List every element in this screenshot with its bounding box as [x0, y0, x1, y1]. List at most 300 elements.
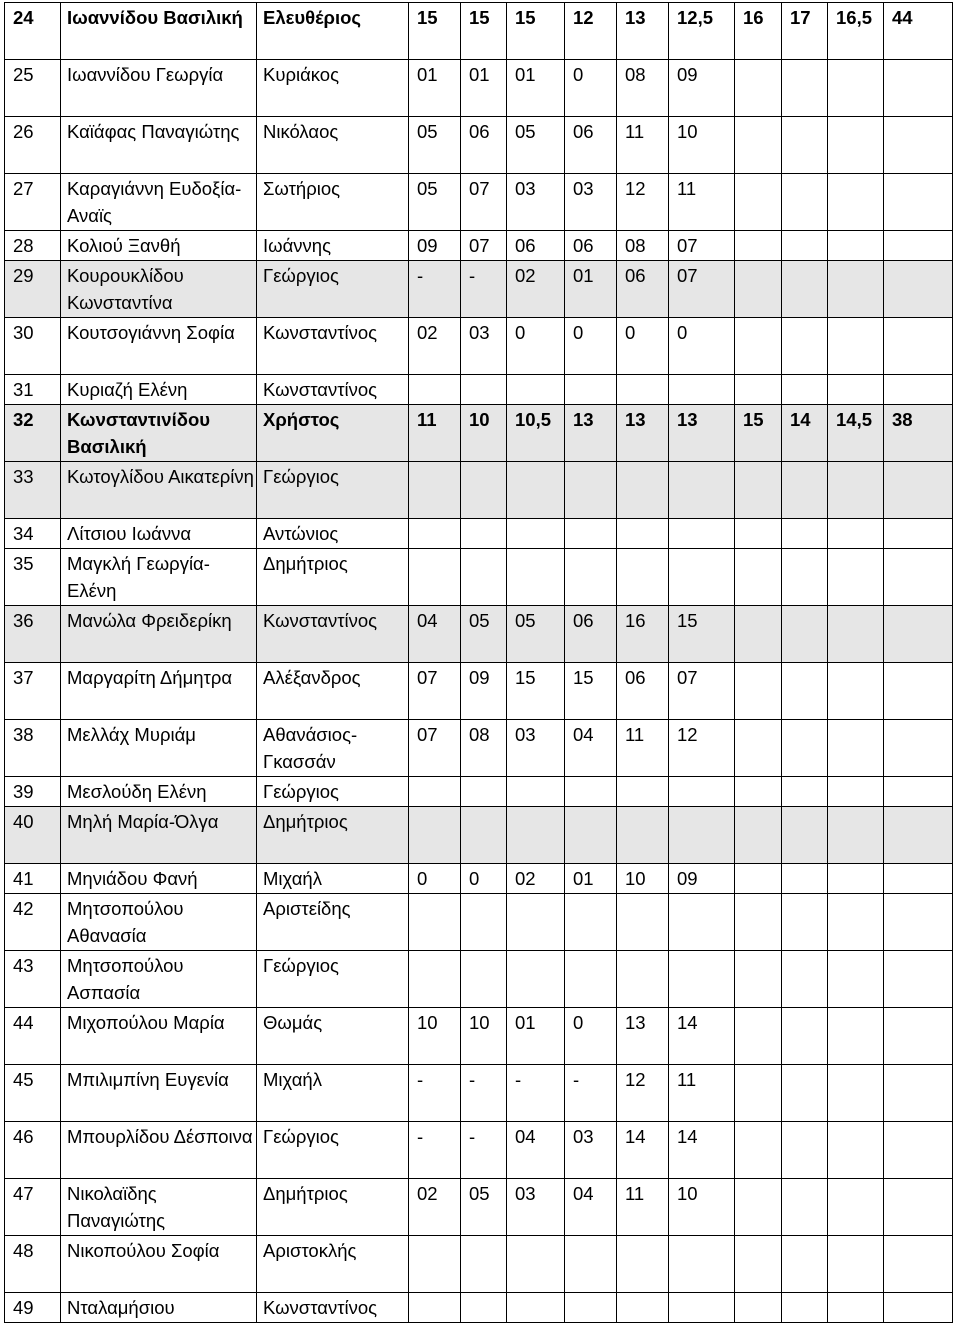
grade-cell: 08	[617, 60, 669, 117]
student-name-cell: Μαργαρίτη Δήμητρα	[61, 663, 257, 720]
grade-cell	[884, 951, 953, 1008]
grade-cell: 11	[669, 174, 735, 231]
row-number-cell: 27	[5, 174, 61, 231]
grade-cell	[782, 1122, 828, 1179]
grade-cell: 08	[461, 720, 507, 777]
grade-cell: 01	[565, 864, 617, 894]
grade-cell	[565, 894, 617, 951]
grade-cell: 06	[565, 117, 617, 174]
grade-cell: 07	[461, 231, 507, 261]
grade-cell	[828, 519, 884, 549]
grade-cell: 03	[507, 1179, 565, 1236]
father-name-cell: Χρήστος	[257, 405, 409, 462]
grade-cell	[782, 807, 828, 864]
father-name-cell: Δημήτριος	[257, 807, 409, 864]
table-row	[5, 174, 953, 231]
table-row	[5, 117, 953, 174]
grade-cell: 10	[617, 864, 669, 894]
grade-cell: 12	[565, 3, 617, 60]
table-row	[5, 231, 953, 261]
grade-cell: 0	[669, 318, 735, 375]
grade-cell	[409, 894, 461, 951]
father-name-cell: Μιχαήλ	[257, 864, 409, 894]
student-name-cell: Νταλαμήσιου	[61, 1293, 257, 1323]
grade-cell: 0	[617, 318, 669, 375]
grade-cell	[461, 1293, 507, 1323]
grade-cell	[884, 117, 953, 174]
grade-cell: 07	[669, 231, 735, 261]
grade-cell: 15	[565, 663, 617, 720]
grade-cell	[507, 807, 565, 864]
grade-cell	[409, 1236, 461, 1293]
grade-cell	[735, 1008, 782, 1065]
student-name-cell: Καϊάφας Παναγιώτης	[61, 117, 257, 174]
table-row	[5, 894, 953, 951]
grade-cell	[735, 231, 782, 261]
grade-cell	[782, 261, 828, 318]
grade-cell	[669, 777, 735, 807]
grade-cell	[507, 375, 565, 405]
grade-cell	[828, 720, 884, 777]
student-name-cell: Καραγιάννη Ευδοξία-Αναϊς	[61, 174, 257, 231]
grade-cell	[782, 60, 828, 117]
grade-cell	[828, 117, 884, 174]
father-name-cell: Κυριάκος	[257, 60, 409, 117]
grade-cell	[782, 1236, 828, 1293]
student-name-cell: Κολιού Ξανθή	[61, 231, 257, 261]
row-number-cell: 38	[5, 720, 61, 777]
grade-cell	[884, 375, 953, 405]
grade-cell	[735, 777, 782, 807]
grade-cell: 05	[461, 1179, 507, 1236]
grade-cell	[828, 1008, 884, 1065]
grade-cell: 04	[565, 1179, 617, 1236]
grade-cell: 13	[565, 405, 617, 462]
grade-cell	[828, 663, 884, 720]
grade-cell: 07	[409, 663, 461, 720]
student-name-cell: Νικολαϊδης Παναγιώτης	[61, 1179, 257, 1236]
grade-cell	[617, 462, 669, 519]
grade-cell: 02	[409, 1179, 461, 1236]
row-number-cell: 32	[5, 405, 61, 462]
father-name-cell: Γεώργιος	[257, 1122, 409, 1179]
grade-cell: 05	[507, 117, 565, 174]
grade-cell: 04	[565, 720, 617, 777]
grade-cell: 38	[884, 405, 953, 462]
father-name-cell: Αθανάσιος-Γκασσάν	[257, 720, 409, 777]
grade-cell	[828, 60, 884, 117]
grade-cell: -	[461, 1065, 507, 1122]
table-row	[5, 777, 953, 807]
grade-cell	[884, 1065, 953, 1122]
student-name-cell: Λίτσιου Ιωάννα	[61, 519, 257, 549]
grade-cell: 01	[507, 1008, 565, 1065]
grade-cell	[782, 174, 828, 231]
table-row	[5, 1122, 953, 1179]
table-row	[5, 462, 953, 519]
father-name-cell: Γεώργιος	[257, 777, 409, 807]
grade-cell	[828, 606, 884, 663]
grade-cell	[828, 864, 884, 894]
grade-cell: 14	[617, 1122, 669, 1179]
grade-cell	[735, 720, 782, 777]
grade-cell	[828, 462, 884, 519]
table-row	[5, 3, 953, 60]
grade-cell	[735, 663, 782, 720]
grade-cell	[617, 519, 669, 549]
grade-cell: 0	[461, 864, 507, 894]
father-name-cell: Νικόλαος	[257, 117, 409, 174]
grade-cell	[409, 807, 461, 864]
table-row	[5, 663, 953, 720]
grade-cell: 14	[669, 1008, 735, 1065]
grade-cell: 01	[461, 60, 507, 117]
student-name-cell: Μηλή Μαρία-Όλγα	[61, 807, 257, 864]
student-name-cell: Κωτογλίδου Αικατερίνη	[61, 462, 257, 519]
father-name-cell: Ελευθέριος	[257, 3, 409, 60]
grade-cell: 14,5	[828, 405, 884, 462]
student-name-cell: Κουτσογιάννη Σοφία	[61, 318, 257, 375]
student-name-cell: Μητσοπούλου Αθανασία	[61, 894, 257, 951]
student-name-cell: Μπιλιμπίνη Ευγενία	[61, 1065, 257, 1122]
student-name-cell: Κυριαζή Ελένη	[61, 375, 257, 405]
row-number-cell: 41	[5, 864, 61, 894]
row-number-cell: 44	[5, 1008, 61, 1065]
grade-cell: 16	[735, 3, 782, 60]
grade-cell	[461, 375, 507, 405]
grade-cell: 16	[617, 606, 669, 663]
grade-cell	[828, 1179, 884, 1236]
row-number-cell: 49	[5, 1293, 61, 1323]
grade-cell	[735, 807, 782, 864]
grade-cell	[782, 720, 828, 777]
grade-cell	[884, 60, 953, 117]
father-name-cell: Αντώνιος	[257, 519, 409, 549]
grade-cell	[828, 375, 884, 405]
grade-cell	[735, 60, 782, 117]
father-name-cell: Γεώργιος	[257, 261, 409, 318]
grade-cell	[669, 1236, 735, 1293]
grade-cell: 12	[669, 720, 735, 777]
grade-cell: 07	[461, 174, 507, 231]
grade-cell: 03	[565, 1122, 617, 1179]
grade-cell	[782, 549, 828, 606]
row-number-cell: 39	[5, 777, 61, 807]
grade-cell	[782, 606, 828, 663]
grade-cell	[884, 1236, 953, 1293]
grade-cell: 0	[409, 864, 461, 894]
grade-cell	[782, 1065, 828, 1122]
grade-cell	[828, 549, 884, 606]
grade-cell	[617, 375, 669, 405]
row-number-cell: 43	[5, 951, 61, 1008]
row-number-cell: 37	[5, 663, 61, 720]
grade-cell: 11	[617, 720, 669, 777]
grade-cell	[617, 807, 669, 864]
grade-cell	[617, 951, 669, 1008]
grade-cell: 10	[669, 1179, 735, 1236]
grade-cell: 11	[409, 405, 461, 462]
grade-cell	[565, 777, 617, 807]
grade-cell	[884, 807, 953, 864]
grade-cell	[782, 663, 828, 720]
table-row	[5, 1065, 953, 1122]
grade-cell	[735, 894, 782, 951]
grade-cell	[828, 1236, 884, 1293]
grade-cell	[565, 807, 617, 864]
grade-cell	[735, 375, 782, 405]
grade-cell: 01	[565, 261, 617, 318]
grade-cell	[828, 261, 884, 318]
grade-cell: 07	[669, 261, 735, 318]
grade-cell	[461, 777, 507, 807]
grade-cell: 02	[409, 318, 461, 375]
father-name-cell: Κωνσταντίνος	[257, 318, 409, 375]
grade-cell	[507, 462, 565, 519]
father-name-cell: Κωνσταντίνος	[257, 1293, 409, 1323]
grade-cell: 03	[565, 174, 617, 231]
grade-cell	[669, 951, 735, 1008]
grade-cell	[884, 462, 953, 519]
father-name-cell: Γεώργιος	[257, 951, 409, 1008]
grade-cell: 10,5	[507, 405, 565, 462]
row-number-cell: 34	[5, 519, 61, 549]
grade-cell	[617, 894, 669, 951]
grade-cell	[735, 1293, 782, 1323]
grade-cell: 15	[409, 3, 461, 60]
grade-cell: 11	[669, 1065, 735, 1122]
grade-cell: 16,5	[828, 3, 884, 60]
row-number-cell: 40	[5, 807, 61, 864]
grade-cell: 0	[565, 318, 617, 375]
grade-cell	[669, 375, 735, 405]
student-name-cell: Κουρουκλίδου Κωνσταντίνα	[61, 261, 257, 318]
grade-cell	[735, 462, 782, 519]
grade-cell	[782, 951, 828, 1008]
grade-cell: -	[409, 261, 461, 318]
grade-cell	[828, 777, 884, 807]
father-name-cell: Δημήτριος	[257, 549, 409, 606]
student-name-cell: Μεσλούδη Ελένη	[61, 777, 257, 807]
grade-cell: 15	[461, 3, 507, 60]
grade-cell	[409, 462, 461, 519]
grade-cell	[409, 375, 461, 405]
grade-cell: 44	[884, 3, 953, 60]
row-number-cell: 45	[5, 1065, 61, 1122]
grade-cell	[782, 864, 828, 894]
grade-cell: 10	[461, 1008, 507, 1065]
father-name-cell: Δημήτριος	[257, 1179, 409, 1236]
table-row	[5, 375, 953, 405]
grade-cell: 0	[565, 1008, 617, 1065]
grade-cell: 06	[565, 231, 617, 261]
grade-cell	[884, 720, 953, 777]
grade-cell	[461, 519, 507, 549]
grade-cell: 10	[669, 117, 735, 174]
grade-cell: 08	[617, 231, 669, 261]
grade-cell: 11	[617, 1179, 669, 1236]
grade-cell	[884, 549, 953, 606]
grade-cell	[884, 1122, 953, 1179]
grade-cell	[782, 777, 828, 807]
grade-cell: 10	[409, 1008, 461, 1065]
grade-cell	[565, 375, 617, 405]
grade-cell: 02	[507, 261, 565, 318]
grade-cell	[617, 549, 669, 606]
grade-cell	[735, 261, 782, 318]
grade-cell	[507, 1236, 565, 1293]
grade-cell: 09	[669, 60, 735, 117]
grade-cell: 07	[409, 720, 461, 777]
grade-cell: 05	[409, 174, 461, 231]
table-row	[5, 1236, 953, 1293]
grade-cell: 14	[782, 405, 828, 462]
student-name-cell: Μηνιάδου Φανή	[61, 864, 257, 894]
father-name-cell: Γεώργιος	[257, 462, 409, 519]
grade-cell	[669, 1293, 735, 1323]
table-row	[5, 1293, 953, 1323]
grade-cell	[782, 1179, 828, 1236]
grade-cell: 03	[461, 318, 507, 375]
grade-cell	[884, 894, 953, 951]
grade-cell	[565, 1236, 617, 1293]
table-row	[5, 951, 953, 1008]
table-row	[5, 60, 953, 117]
grade-cell	[735, 864, 782, 894]
grade-cell: 15	[669, 606, 735, 663]
grade-cell	[828, 1065, 884, 1122]
grade-cell: 05	[507, 606, 565, 663]
grade-cell	[735, 519, 782, 549]
grade-cell	[782, 894, 828, 951]
grade-cell: -	[507, 1065, 565, 1122]
row-number-cell: 30	[5, 318, 61, 375]
grade-cell	[828, 1293, 884, 1323]
grade-cell	[409, 777, 461, 807]
student-name-cell: Νικοπούλου Σοφία	[61, 1236, 257, 1293]
table-row	[5, 1179, 953, 1236]
grade-cell: 15	[507, 663, 565, 720]
row-number-cell: 25	[5, 60, 61, 117]
grade-cell: 06	[461, 117, 507, 174]
grade-cell	[507, 519, 565, 549]
student-name-cell: Μπουρλίδου Δέσποινα	[61, 1122, 257, 1179]
grade-cell	[735, 117, 782, 174]
grade-cell: 05	[409, 117, 461, 174]
grade-cell: 10	[461, 405, 507, 462]
grade-cell	[828, 318, 884, 375]
grade-cell: 11	[617, 117, 669, 174]
grade-cell: 06	[565, 606, 617, 663]
grade-cell	[461, 807, 507, 864]
grade-cell	[507, 777, 565, 807]
row-number-cell: 48	[5, 1236, 61, 1293]
grade-cell	[782, 519, 828, 549]
grades-table	[4, 2, 953, 1323]
grade-cell	[884, 1293, 953, 1323]
grade-cell	[669, 807, 735, 864]
grade-cell: 09	[669, 864, 735, 894]
student-name-cell: Μιχοπούλου Μαρία	[61, 1008, 257, 1065]
grade-cell: -	[461, 261, 507, 318]
grade-cell: 13	[669, 405, 735, 462]
student-name-cell: Μητσοπούλου Ασπασία	[61, 951, 257, 1008]
table-row	[5, 606, 953, 663]
row-number-cell: 31	[5, 375, 61, 405]
grade-cell	[461, 549, 507, 606]
grade-cell: 12,5	[669, 3, 735, 60]
grade-cell: 07	[669, 663, 735, 720]
grade-cell	[409, 951, 461, 1008]
grade-cell: 03	[507, 720, 565, 777]
grade-cell: 14	[669, 1122, 735, 1179]
grade-cell: 13	[617, 1008, 669, 1065]
father-name-cell: Κωνσταντίνος	[257, 606, 409, 663]
grade-cell	[782, 462, 828, 519]
row-number-cell: 28	[5, 231, 61, 261]
grade-cell	[884, 519, 953, 549]
table-row	[5, 549, 953, 606]
grade-cell: 13	[617, 405, 669, 462]
grade-cell	[884, 174, 953, 231]
grade-cell	[565, 1293, 617, 1323]
student-name-cell: Ιωαννίδου Γεωργία	[61, 60, 257, 117]
grade-cell	[617, 777, 669, 807]
grade-cell	[735, 318, 782, 375]
grade-cell: 04	[507, 1122, 565, 1179]
grade-cell	[782, 117, 828, 174]
grade-cell	[409, 519, 461, 549]
grade-cell	[884, 1179, 953, 1236]
row-number-cell: 24	[5, 3, 61, 60]
grade-cell	[461, 951, 507, 1008]
grade-cell: -	[409, 1122, 461, 1179]
grade-cell	[507, 951, 565, 1008]
grade-cell	[507, 894, 565, 951]
row-number-cell: 36	[5, 606, 61, 663]
grade-cell: 03	[507, 174, 565, 231]
grade-cell: 02	[507, 864, 565, 894]
row-number-cell: 35	[5, 549, 61, 606]
grade-cell	[507, 549, 565, 606]
student-name-cell: Μαγκλή Γεωργία-Ελένη	[61, 549, 257, 606]
grade-cell: 01	[507, 60, 565, 117]
grade-cell	[409, 549, 461, 606]
table-row	[5, 405, 953, 462]
grade-cell: 15	[735, 405, 782, 462]
grade-cell: 17	[782, 3, 828, 60]
grade-cell: -	[409, 1065, 461, 1122]
grade-cell	[461, 462, 507, 519]
grade-cell	[735, 1236, 782, 1293]
father-name-cell: Ιωάννης	[257, 231, 409, 261]
grade-cell	[735, 1065, 782, 1122]
grade-cell	[782, 231, 828, 261]
grade-cell: 06	[507, 231, 565, 261]
grade-cell	[507, 1293, 565, 1323]
grade-cell	[669, 549, 735, 606]
grade-cell	[735, 606, 782, 663]
grade-cell	[461, 894, 507, 951]
table-row	[5, 318, 953, 375]
table-row	[5, 720, 953, 777]
grade-cell	[735, 951, 782, 1008]
grade-cell: -	[565, 1065, 617, 1122]
grade-cell: 05	[461, 606, 507, 663]
grade-cell: 09	[461, 663, 507, 720]
grade-cell	[828, 894, 884, 951]
grade-cell	[669, 519, 735, 549]
